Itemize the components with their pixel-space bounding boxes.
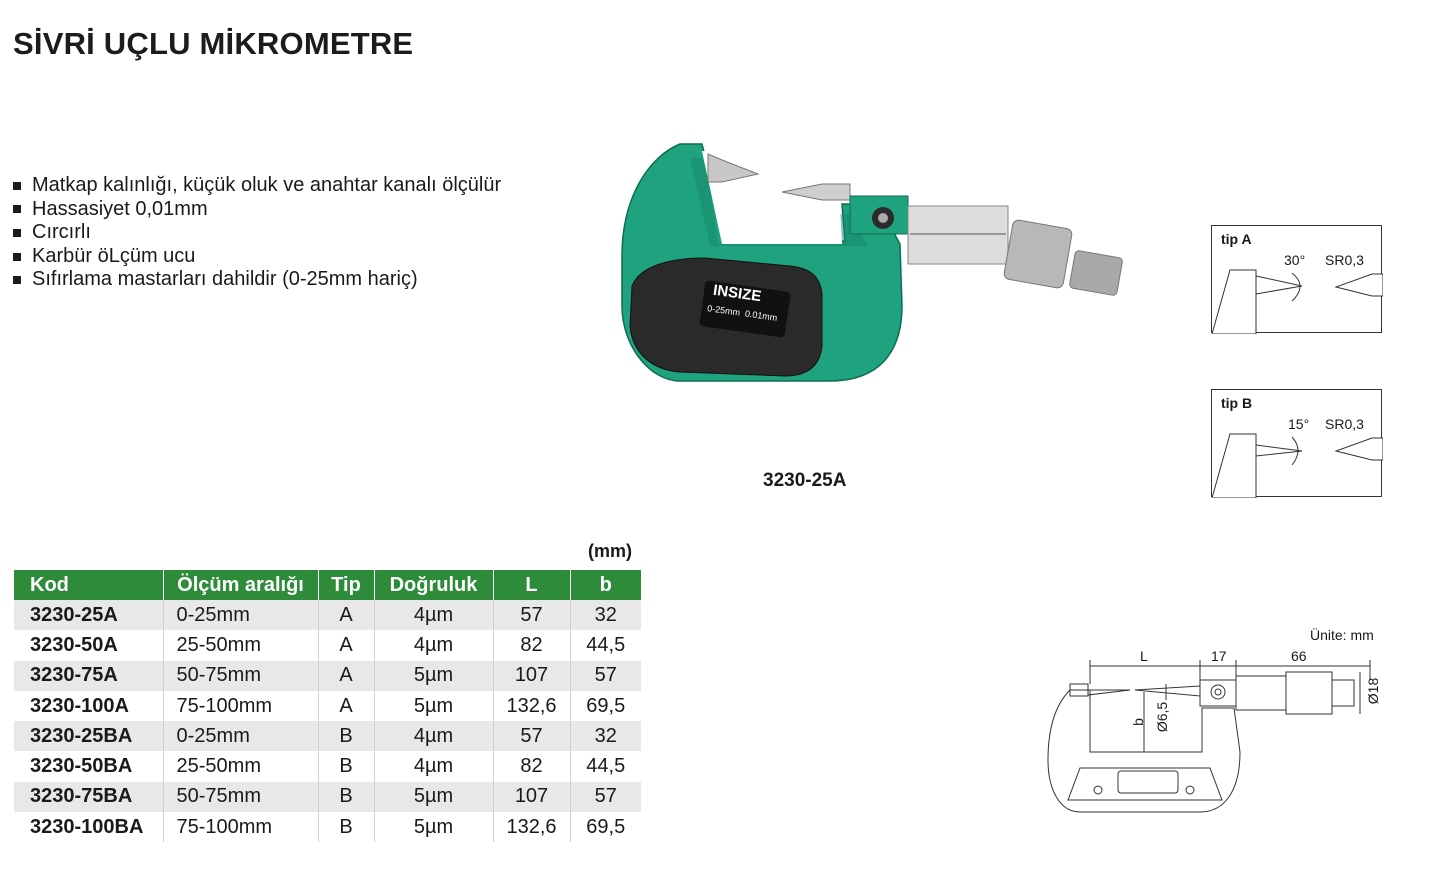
drawing-unit-label: Ünite: mm <box>1310 627 1374 643</box>
cell-tip: B <box>318 812 374 842</box>
cell-b: 32 <box>570 600 641 630</box>
cell-range: 25-50mm <box>163 751 318 781</box>
tip-a-radius: SR0,3 <box>1325 252 1364 268</box>
feature-list <box>13 174 501 292</box>
col-header-l: L <box>493 570 570 600</box>
tip-a-diagram <box>1211 225 1382 333</box>
cell-range: 0-25mm <box>163 721 318 751</box>
bullet-icon <box>13 205 21 213</box>
table-row <box>14 691 641 721</box>
cell-range: 0-25mm <box>163 600 318 630</box>
cell-tip: A <box>318 691 374 721</box>
dim-d65-label: Ø6,5 <box>1154 701 1171 733</box>
cell-l: 132,6 <box>493 812 570 842</box>
dimension-drawing <box>1040 640 1390 820</box>
cell-l: 57 <box>493 721 570 751</box>
cell-accuracy: 5µm <box>374 812 493 842</box>
cell-tip: B <box>318 721 374 751</box>
cell-b: 32 <box>570 721 641 751</box>
cell-accuracy: 4µm <box>374 630 493 660</box>
cell-l: 132,6 <box>493 691 570 721</box>
bullet-icon <box>13 253 21 261</box>
cell-kod: 3230-50BA <box>14 751 163 781</box>
micrometer-product-image <box>610 136 1130 386</box>
tip-b-angle: 15° <box>1288 416 1310 432</box>
table-unit: (mm) <box>588 541 632 561</box>
cell-kod: 3230-75BA <box>14 782 163 812</box>
product-brand: INSIZE <box>712 281 763 306</box>
cell-kod: 3230-50A <box>14 630 163 660</box>
cell-range: 75-100mm <box>163 691 318 721</box>
table-row <box>14 600 641 630</box>
tip-b-title: tip B <box>1221 395 1253 411</box>
feature-item: Cırcırlı <box>13 221 501 245</box>
cell-range: 50-75mm <box>163 661 318 691</box>
col-header-b: b <box>570 570 641 600</box>
col-header-kod: Kod <box>14 570 163 600</box>
table-row <box>14 812 641 842</box>
dim-17-label: 17 <box>1211 648 1227 664</box>
feature-item: Sıfırlama mastarları dahildir (0-25mm hariç) <box>13 268 501 292</box>
cell-l: 107 <box>493 661 570 691</box>
table-row <box>14 721 641 751</box>
spec-table <box>14 570 641 842</box>
cell-b: 44,5 <box>570 630 641 660</box>
table-row <box>14 661 641 691</box>
cell-b: 57 <box>570 782 641 812</box>
dim-66-label: 66 <box>1291 648 1307 664</box>
tip-b-radius: SR0,3 <box>1325 416 1364 432</box>
cell-tip: B <box>318 751 374 781</box>
cell-accuracy: 5µm <box>374 691 493 721</box>
cell-b: 57 <box>570 661 641 691</box>
tip-a-angle: 30° <box>1284 252 1306 268</box>
tip-a-title: tip A <box>1221 231 1252 247</box>
cell-kod: 3230-25BA <box>14 721 163 751</box>
tip-b-diagram <box>1211 389 1382 497</box>
cell-accuracy: 4µm <box>374 751 493 781</box>
cell-tip: A <box>318 630 374 660</box>
cell-accuracy: 5µm <box>374 661 493 691</box>
cell-b: 69,5 <box>570 691 641 721</box>
cell-accuracy: 5µm <box>374 782 493 812</box>
table-row <box>14 782 641 812</box>
product-frame-label: 0-25mm 0.01mm <box>706 303 778 323</box>
feature-item: Hassasiyet 0,01mm <box>13 198 501 222</box>
cell-l: 107 <box>493 782 570 812</box>
cell-kod: 3230-100A <box>14 691 163 721</box>
dim-l-label: L <box>1140 648 1148 664</box>
cell-range: 75-100mm <box>163 812 318 842</box>
cell-kod: 3230-75A <box>14 661 163 691</box>
table-row <box>14 751 641 781</box>
cell-tip: A <box>318 661 374 691</box>
bullet-icon <box>13 182 21 190</box>
cell-range: 25-50mm <box>163 630 318 660</box>
page-title: SİVRİ UÇLU MİKROMETRE <box>13 26 414 61</box>
cell-tip: A <box>318 600 374 630</box>
cell-l: 82 <box>493 630 570 660</box>
bullet-icon <box>13 276 21 284</box>
cell-accuracy: 4µm <box>374 721 493 751</box>
cell-accuracy: 4µm <box>374 600 493 630</box>
model-caption: 3230-25A <box>763 470 847 491</box>
cell-range: 50-75mm <box>163 782 318 812</box>
cell-l: 57 <box>493 600 570 630</box>
feature-item: Karbür öLçüm ucu <box>13 245 501 269</box>
col-header-tip: Tip <box>318 570 374 600</box>
cell-b: 44,5 <box>570 751 641 781</box>
dim-d18-label: Ø18 <box>1365 677 1382 705</box>
feature-item: Matkap kalınlığı, küçük oluk ve anahtar kanalı ölçülür <box>13 174 501 198</box>
table-row <box>14 630 641 660</box>
cell-b: 69,5 <box>570 812 641 842</box>
cell-l: 82 <box>493 751 570 781</box>
cell-kod: 3230-25A <box>14 600 163 630</box>
bullet-icon <box>13 229 21 237</box>
cell-tip: B <box>318 782 374 812</box>
table-header-row <box>14 570 641 600</box>
dim-b-label: b <box>1129 718 1146 726</box>
col-header-range: Ölçüm aralığı <box>163 570 318 600</box>
cell-kod: 3230-100BA <box>14 812 163 842</box>
col-header-accuracy: Doğruluk <box>374 570 493 600</box>
